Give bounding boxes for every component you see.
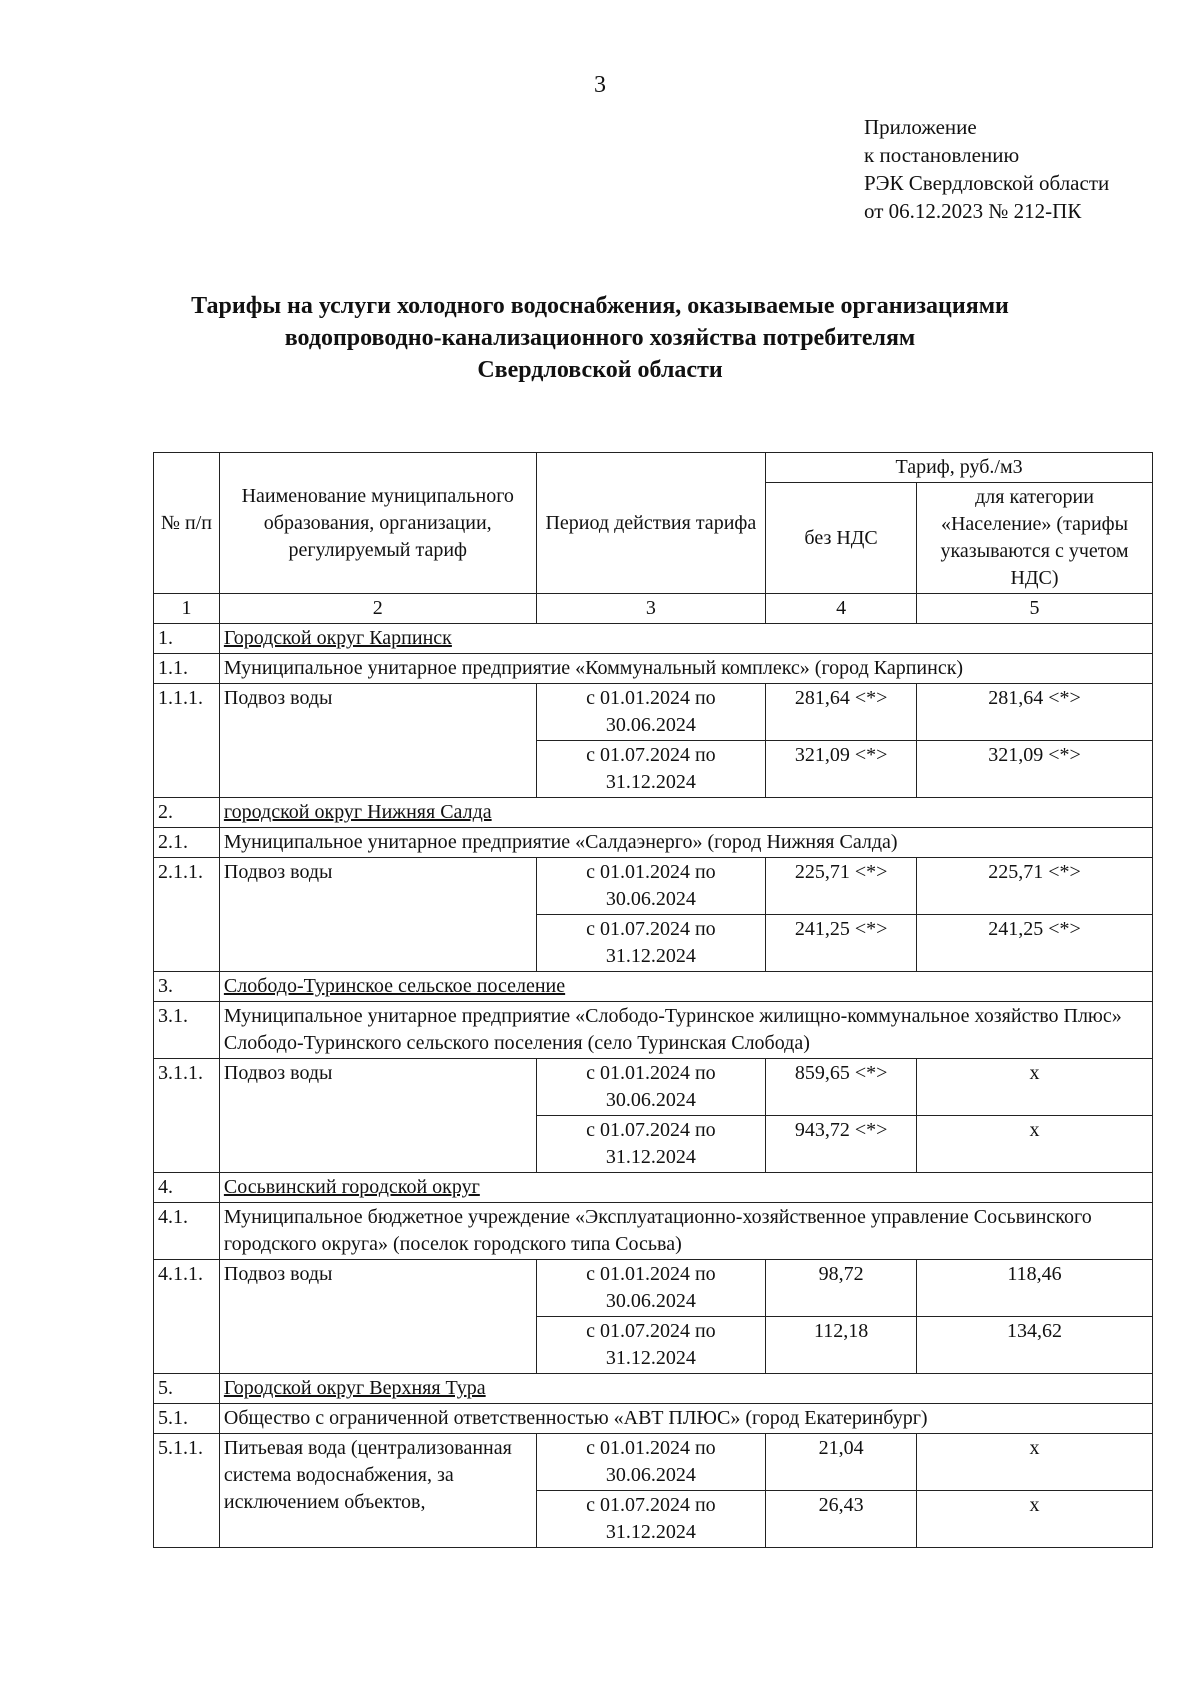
tariff-table xyxy=(153,452,1153,1548)
item-num: 2.1.1. xyxy=(154,858,220,972)
item-name: Питьевая вода (централизованная система водоснабжения, за исключением объектов, xyxy=(219,1434,536,1548)
section-num: 5. xyxy=(154,1374,220,1404)
item-num: 3.1.1. xyxy=(154,1059,220,1173)
period-cell: с 01.07.2024 по 31.12.2024 xyxy=(536,1317,766,1374)
section-row xyxy=(154,1374,1153,1404)
item-name: Подвоз воды xyxy=(219,1059,536,1173)
column-index: 1 xyxy=(154,594,220,624)
section-row xyxy=(154,1173,1153,1203)
period-cell: с 01.01.2024 по 30.06.2024 xyxy=(536,1434,766,1491)
appendix-block xyxy=(864,113,1109,225)
title-line: Свердловской области xyxy=(477,357,723,383)
section-num: 3. xyxy=(154,972,220,1002)
org-name: Муниципальное бюджетное учреждение «Эксплуатационно-хозяйственное управление Сосьвинского городского округа» (поселок городского типа Сосьва) xyxy=(219,1203,1152,1260)
org-row xyxy=(154,1404,1153,1434)
column-index: 4 xyxy=(766,594,917,624)
period-cell: с 01.01.2024 по 30.06.2024 xyxy=(536,684,766,741)
org-num: 4.1. xyxy=(154,1203,220,1260)
section-title: Городской округ Верхняя Тура xyxy=(219,1374,1152,1404)
column-index: 5 xyxy=(917,594,1153,624)
header-tariff-group: Тариф, руб./м3 xyxy=(766,453,1153,483)
org-row xyxy=(154,654,1153,684)
no-vat-cell: 859,65 <*> xyxy=(766,1059,917,1116)
no-vat-cell: 943,72 <*> xyxy=(766,1116,917,1173)
org-name: Муниципальное унитарное предприятие «Коммунальный комплекс» (город Карпинск) xyxy=(219,654,1152,684)
org-name: Муниципальное унитарное предприятие «Слободо-Туринское жилищно-коммунальное хозяйство Плюс» Слободо-Туринского сельского поселения (село Туринская Слобода) xyxy=(219,1002,1152,1059)
section-title: Городской округ Карпинск xyxy=(219,624,1152,654)
tariff-row xyxy=(154,1059,1153,1116)
no-vat-cell: 21,04 xyxy=(766,1434,917,1491)
tariff-row xyxy=(154,1260,1153,1317)
org-num: 2.1. xyxy=(154,828,220,858)
org-name: Общество с ограниченной ответственностью «АВТ ПЛЮС» (город Екатеринбург) xyxy=(219,1404,1152,1434)
section-row xyxy=(154,798,1153,828)
section-title: городской округ Нижняя Салда xyxy=(219,798,1152,828)
section-row xyxy=(154,624,1153,654)
section-num: 4. xyxy=(154,1173,220,1203)
no-vat-cell: 281,64 <*> xyxy=(766,684,917,741)
population-cell: 281,64 <*> xyxy=(917,684,1153,741)
population-cell: 134,62 xyxy=(917,1317,1153,1374)
no-vat-cell: 321,09 <*> xyxy=(766,741,917,798)
period-cell: с 01.01.2024 по 30.06.2024 xyxy=(536,858,766,915)
section-num: 1. xyxy=(154,624,220,654)
population-cell: 225,71 <*> xyxy=(917,858,1153,915)
period-cell: с 01.01.2024 по 30.06.2024 xyxy=(536,1260,766,1317)
org-row xyxy=(154,828,1153,858)
item-name: Подвоз воды xyxy=(219,684,536,798)
no-vat-cell: 98,72 xyxy=(766,1260,917,1317)
item-num: 5.1.1. xyxy=(154,1434,220,1548)
population-cell: х xyxy=(917,1059,1153,1116)
document-title xyxy=(100,290,1100,386)
no-vat-cell: 241,25 <*> xyxy=(766,915,917,972)
title-line: водопроводно-канализационного хозяйства потребителям xyxy=(284,325,916,351)
population-cell: 321,09 <*> xyxy=(917,741,1153,798)
no-vat-cell: 112,18 xyxy=(766,1317,917,1374)
period-cell: с 01.07.2024 по 31.12.2024 xyxy=(536,915,766,972)
population-cell: х xyxy=(917,1116,1153,1173)
section-row xyxy=(154,972,1153,1002)
org-row xyxy=(154,1002,1153,1059)
appendix-line: РЭК Свердловской области xyxy=(864,171,1110,195)
item-num: 4.1.1. xyxy=(154,1260,220,1374)
no-vat-cell: 26,43 xyxy=(766,1491,917,1548)
tariff-row xyxy=(154,858,1153,915)
header-name: Наименование муниципального образования, организации, регулируемый тариф xyxy=(219,453,536,594)
header-period: Период действия тарифа xyxy=(536,453,766,594)
section-title: Слободо-Туринское сельское поселение xyxy=(219,972,1152,1002)
org-name: Муниципальное унитарное предприятие «Салдаэнерго» (город Нижняя Салда) xyxy=(219,828,1152,858)
org-row xyxy=(154,1203,1153,1260)
item-num: 1.1.1. xyxy=(154,684,220,798)
population-cell: 118,46 xyxy=(917,1260,1153,1317)
appendix-line: Приложение xyxy=(864,115,977,139)
population-cell: х xyxy=(917,1434,1153,1491)
column-index: 3 xyxy=(536,594,766,624)
header-population: для категории «Население» (тарифы указываются с учетом НДС) xyxy=(917,483,1153,594)
column-index: 2 xyxy=(219,594,536,624)
tariff-row xyxy=(154,684,1153,741)
org-num: 1.1. xyxy=(154,654,220,684)
period-cell: с 01.07.2024 по 31.12.2024 xyxy=(536,1491,766,1548)
appendix-line: к постановлению xyxy=(864,143,1020,167)
appendix-line: от 06.12.2023 № 212-ПК xyxy=(864,199,1082,223)
period-cell: с 01.07.2024 по 31.12.2024 xyxy=(536,1116,766,1173)
period-cell: с 01.07.2024 по 31.12.2024 xyxy=(536,741,766,798)
item-name: Подвоз воды xyxy=(219,1260,536,1374)
population-cell: х xyxy=(917,1491,1153,1548)
section-num: 2. xyxy=(154,798,220,828)
org-num: 5.1. xyxy=(154,1404,220,1434)
header-no-vat: без НДС xyxy=(766,483,917,594)
tariff-row xyxy=(154,1434,1153,1491)
page-number: 3 xyxy=(594,72,606,98)
title-line: Тарифы на услуги холодного водоснабжения, оказываемые организациями xyxy=(191,293,1009,319)
section-title: Сосьвинский городской округ xyxy=(219,1173,1152,1203)
item-name: Подвоз воды xyxy=(219,858,536,972)
period-cell: с 01.01.2024 по 30.06.2024 xyxy=(536,1059,766,1116)
population-cell: 241,25 <*> xyxy=(917,915,1153,972)
org-num: 3.1. xyxy=(154,1002,220,1059)
header-num: № п/п xyxy=(154,453,220,594)
no-vat-cell: 225,71 <*> xyxy=(766,858,917,915)
